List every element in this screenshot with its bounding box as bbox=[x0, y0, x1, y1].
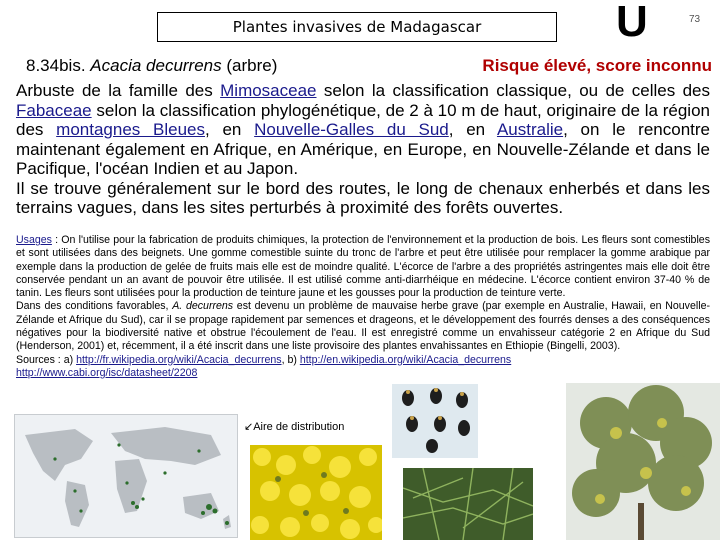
tree-graphic bbox=[566, 383, 720, 540]
link-nouvelle-galles[interactable]: Nouvelle-Galles du Sud bbox=[254, 120, 449, 139]
description-text: Arbuste de la famille des bbox=[16, 81, 221, 100]
world-map-graphic bbox=[15, 415, 237, 537]
header-title: Plantes invasives de Madagascar bbox=[232, 18, 482, 36]
flowers-graphic bbox=[250, 445, 382, 540]
description-text: , en bbox=[448, 120, 497, 139]
link-fabaceae[interactable]: Fabaceae bbox=[16, 100, 92, 120]
description-text: selon la classification classique, ou de celles des bbox=[316, 81, 710, 100]
header-title-box bbox=[157, 12, 557, 42]
sources-label: Sources : a) bbox=[16, 353, 77, 366]
foliage-graphic bbox=[403, 468, 533, 540]
species-line bbox=[26, 56, 277, 76]
source-link-a[interactable]: http://fr.wikipedia.org/wiki/Acacia_decurrens bbox=[76, 353, 282, 366]
species-type: (arbre) bbox=[226, 56, 278, 75]
link-australie[interactable]: Australie bbox=[496, 120, 564, 139]
link-mimosaceae[interactable]: Mimosaceae bbox=[220, 81, 317, 100]
foliage-photo bbox=[403, 468, 533, 540]
habitat-text: Il se trouve généralement sur le bord des routes, le long de chenaux enherbés et dans les terrains vagues, dans les sites perturbés à proximité des forêts ouvertes. bbox=[16, 178, 710, 217]
tree-photo bbox=[566, 383, 720, 540]
seeds-photo bbox=[392, 384, 478, 458]
sources-separator: , b) bbox=[281, 353, 300, 366]
conditions-text: est devenu un problème de mauvaise herbe grave (par exemple en Australie, Hawaii, en Nouvelle-Zélande et Afrique du Sud), car il se propage rapidement par semences et drageons, et le développement des fourrés denses a des conséquences négatives pour la biodiversité native et obstrue l'écoulement de l'eau. Il est enregistré comme un envahisseur catégorie 2 en Afrique du Sud (Henderson, 2001) et, récemment, il a été inscrit dans une liste provisoire des plantes envahissantes en Ethiopie (Bingelli, 2003). bbox=[16, 300, 710, 353]
usages-link[interactable]: Usages bbox=[16, 234, 52, 246]
description-text: , en bbox=[205, 120, 255, 139]
legend-text: Aire de distribution bbox=[253, 421, 345, 433]
page-number: 73 bbox=[689, 14, 701, 25]
source-link-b[interactable]: http://en.wikipedia.org/wiki/Acacia_decurrens bbox=[299, 353, 512, 366]
risk-label: Risque élevé, score inconnu bbox=[482, 56, 712, 75]
map-legend bbox=[244, 420, 344, 433]
flowers-photo bbox=[250, 445, 382, 540]
conditions-species: A. decurrens bbox=[172, 300, 234, 313]
description-text: , on le rencontre maintenant également en Afrique, en Amérique, en Europe, en Nouvelle-Zélande et dans le Pacifique, l'océan Indien et au Japon. bbox=[16, 120, 710, 178]
category-letter: U bbox=[616, 0, 648, 46]
source-link-c[interactable]: http://www.cabi.org/isc/datasheet/2208 bbox=[16, 366, 198, 379]
conditions-text: Dans des conditions favorables, bbox=[16, 300, 173, 313]
usages-text: : On l'utilise pour la fabrication de produits chimiques, la protection de l'environnement et la production de bois. Les fleurs sont comestibles et sont utilisées dans des beignets. Une gomme comestible suinte du tronc de l'arbre et peut être utilisée pour remplacer la gomme arabique par exemple dans la production de gelée de fruits mais elle est de moindre qualité. L'écorce de l'arbre a des propriétés astringentes mais elle doit être conservée pendant un an avant de pouvoir être utilisée. Il est utilisé comme anti-diarrhéique en médecine. L'écorce contient environ 37-40 % de tanin. Les fleurs sont utilisées pour la production de teinture jaune et les gousses pour la production de teinture verte. bbox=[16, 234, 710, 300]
species-name: Acacia decurrens bbox=[90, 56, 222, 75]
legend-arrow-icon: ↙ bbox=[244, 421, 254, 433]
description-text: selon la classification phylogénétique, de 2 à 10 m de haut, originaire de la région des bbox=[16, 100, 710, 139]
seeds-graphic bbox=[392, 384, 478, 458]
distribution-map bbox=[14, 414, 238, 538]
link-montagnes-bleues[interactable]: montagnes Bleues bbox=[56, 120, 205, 139]
details bbox=[16, 234, 710, 380]
species-number: 8.34bis. bbox=[26, 56, 86, 75]
description bbox=[16, 81, 710, 218]
